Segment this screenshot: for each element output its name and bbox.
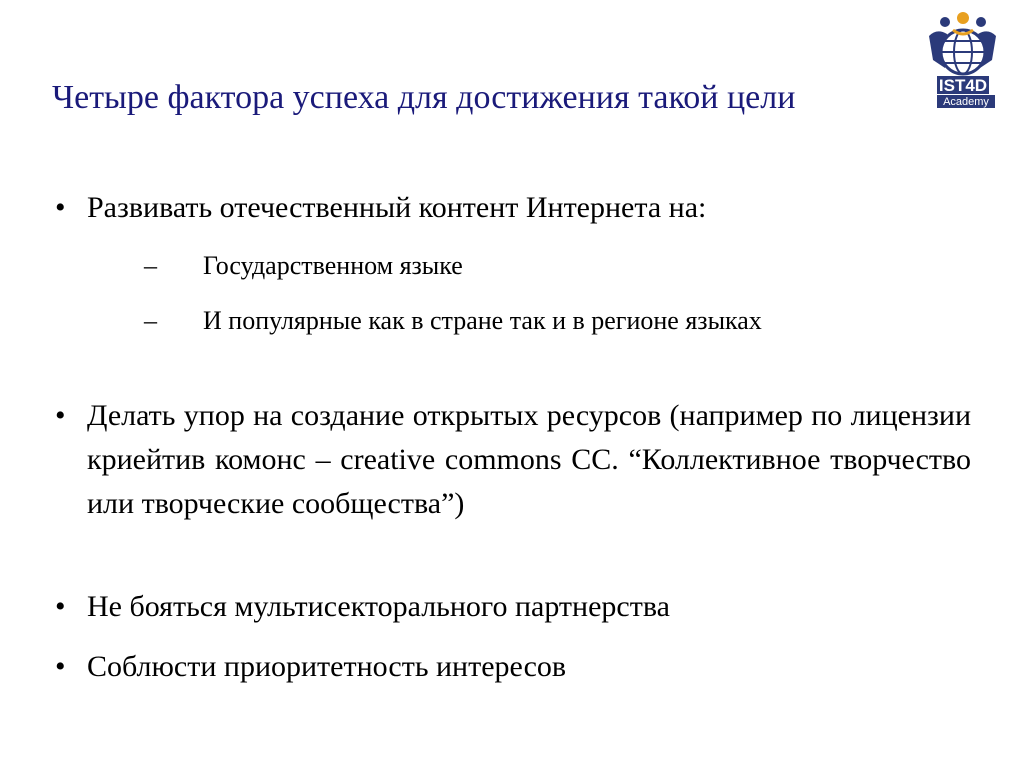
bullet-marker: • xyxy=(55,650,66,683)
ist4d-academy-logo xyxy=(925,8,1000,111)
slide-title: Четыре фактора успеха для достижения такой цели xyxy=(52,79,796,116)
bullet-text: Соблюсти приоритетность интересов xyxy=(87,650,567,683)
logo-subtext: Academy xyxy=(943,96,989,108)
bullet-text: Делать упор на создание открытых ресурсов (например по лицензии криейтив комонс – creative commons CC. “Коллективное творчество или творческие сообщества”) xyxy=(87,399,971,520)
logo-text: IST4D xyxy=(938,76,988,95)
bullet-marker: • xyxy=(55,399,66,432)
sub-bullet-text: И популярные как в стране так и в регионе языках xyxy=(203,306,762,335)
bullet-marker: • xyxy=(55,590,66,623)
bullet-text: Не бояться мультисекторального партнерства xyxy=(87,590,670,623)
bullet-marker: • xyxy=(55,191,66,224)
sub-bullet-marker: – xyxy=(144,306,157,335)
sub-bullet-marker: – xyxy=(144,251,157,280)
bullet-text: Развивать отечественный контент Интернета на: xyxy=(87,191,707,224)
sub-bullet-text: Государственном языке xyxy=(203,251,463,280)
globe-people-icon xyxy=(925,8,1000,111)
